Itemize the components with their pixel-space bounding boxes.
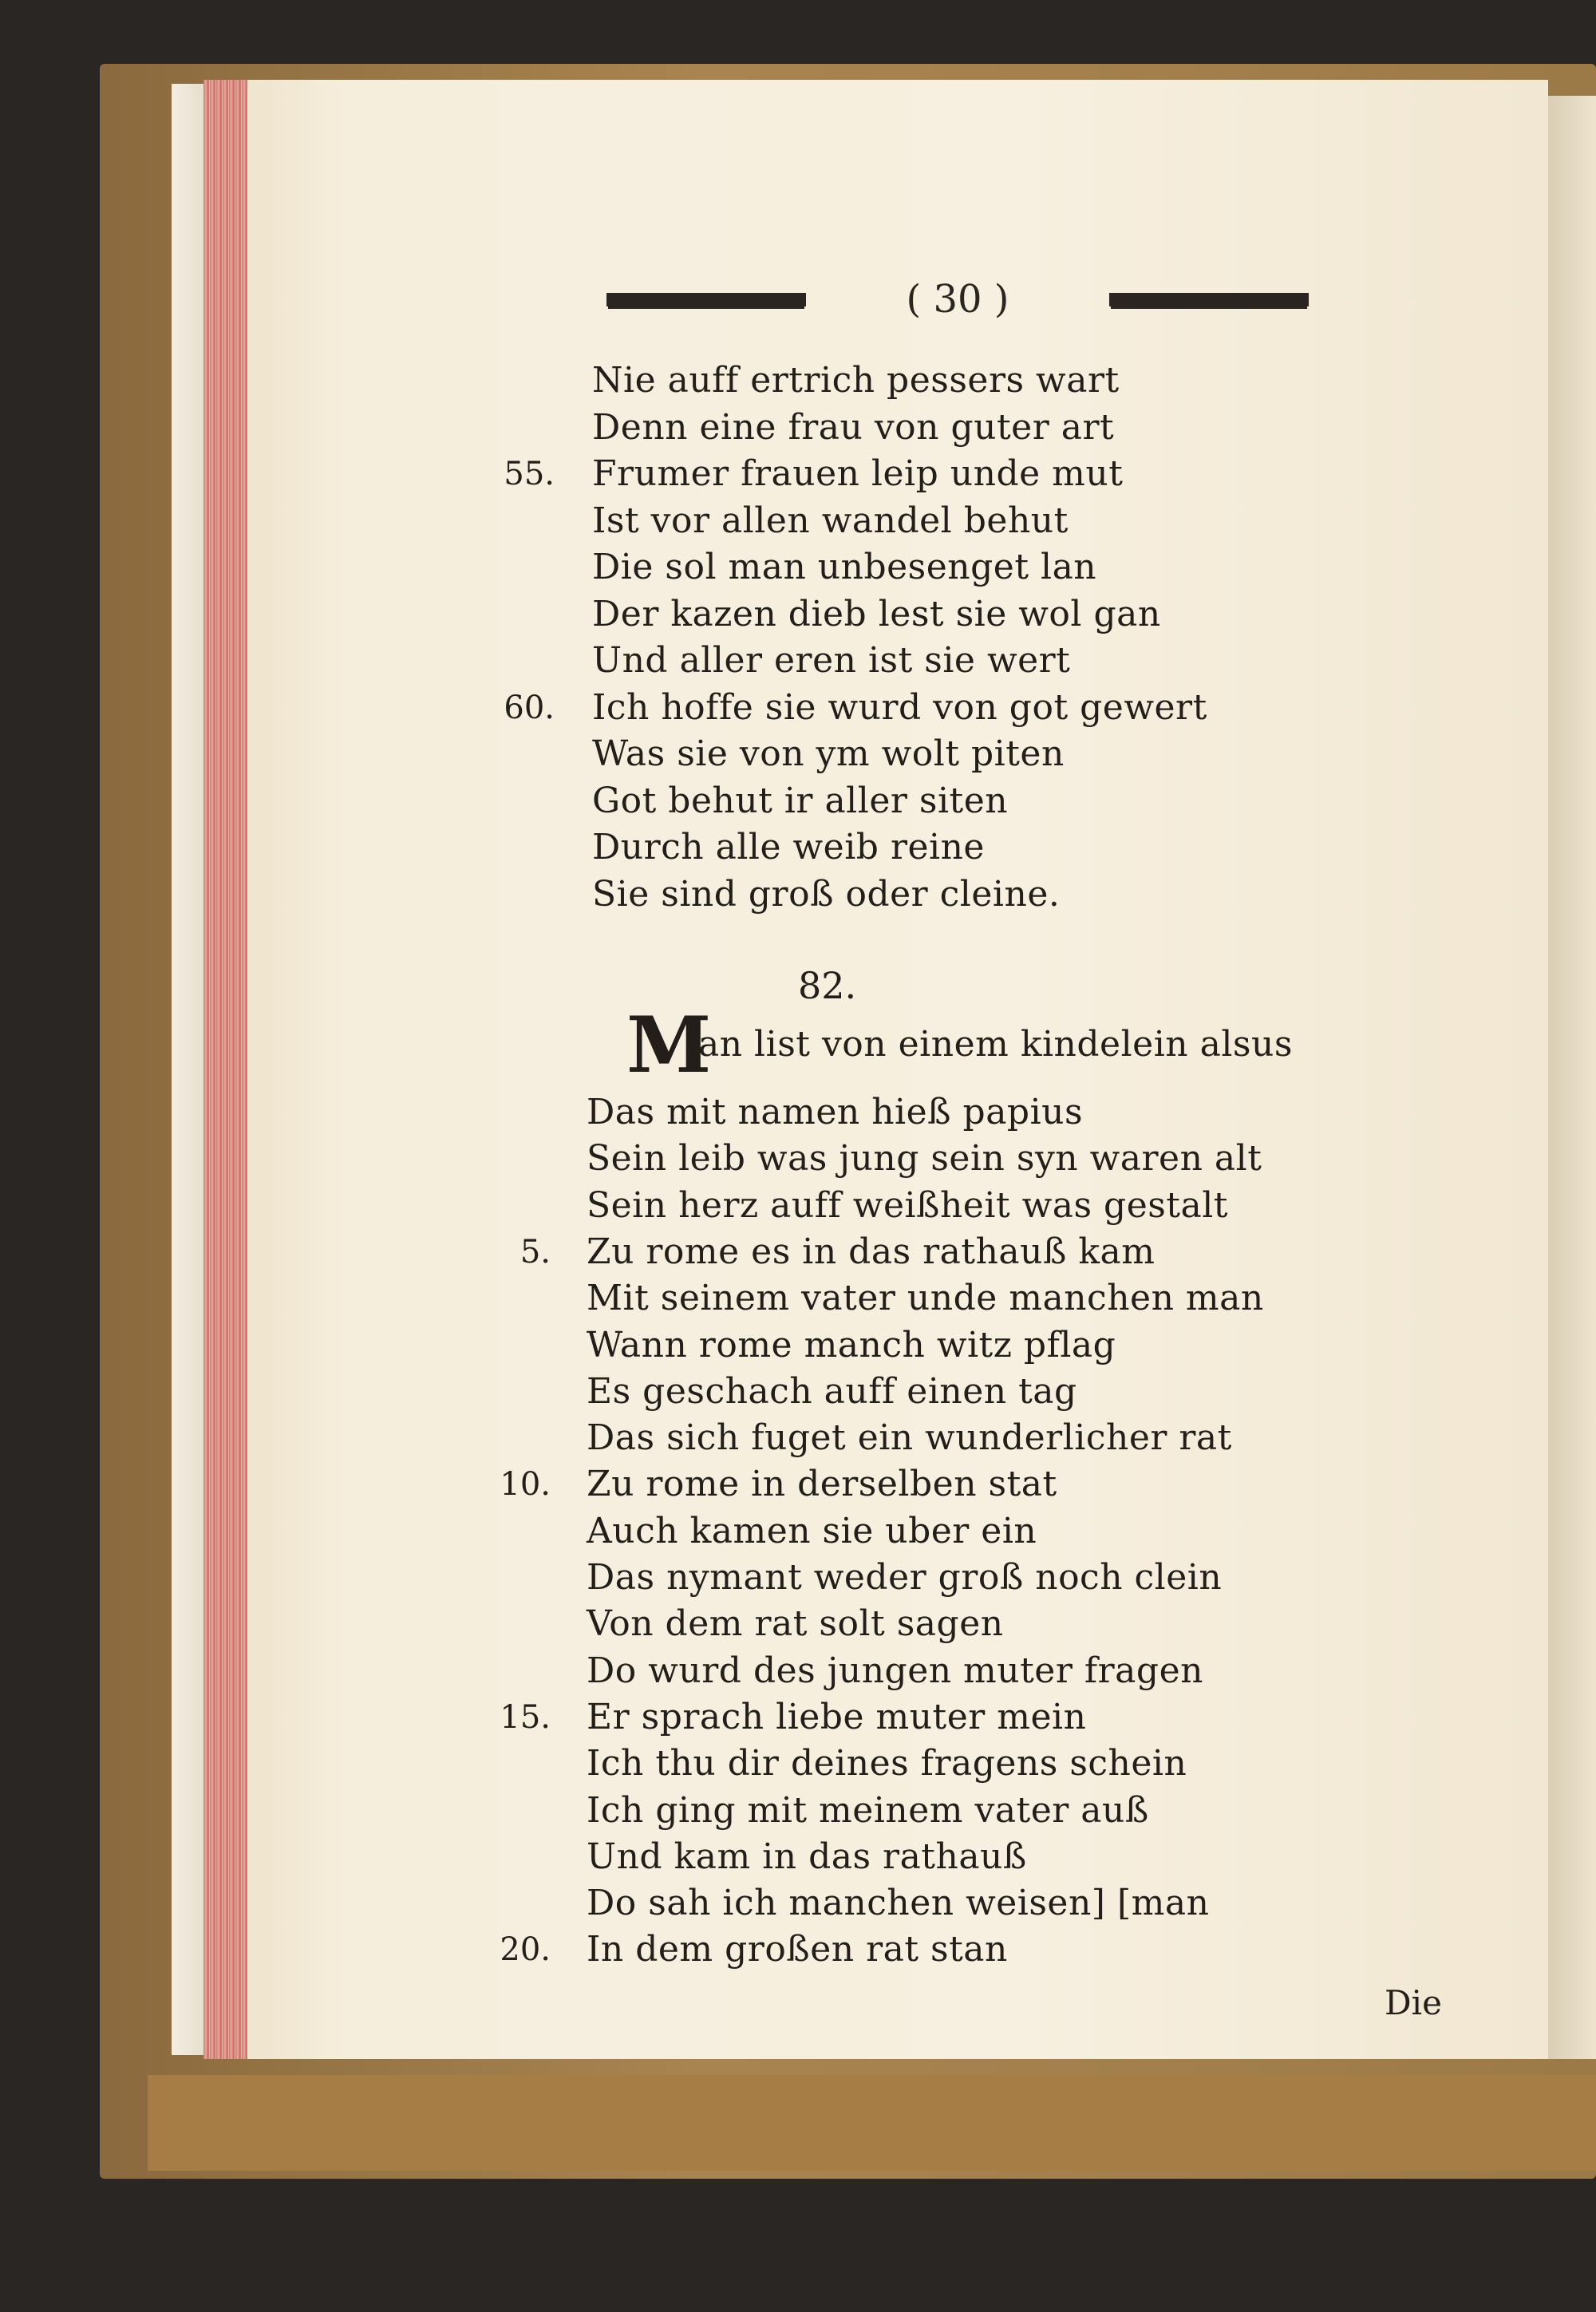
poem-line: Do wurd des jungen muter fragen [587,1650,1203,1691]
poem-line: Denn eine frau von guter art [592,406,1115,448]
section-number: 82. [798,964,857,1007]
poem-line: Wann rome manch witz pflag [587,1324,1116,1365]
page-edges [172,84,203,2055]
poem-line: Die sol man unbesenget lan [592,547,1097,587]
poem-line: Und kam in das rathauß [587,1836,1027,1877]
poem-line: Es geschach auff einen tag [587,1370,1077,1412]
poem-line: Von dem rat solt sagen [587,1603,1004,1645]
poem-line: Das sich fuget ein wunderlicher rat [587,1417,1232,1459]
poem-line: Zu rome es in das rathauß kam [587,1231,1156,1272]
line-number: 60. [504,689,555,726]
line-number: 5. [519,1233,551,1271]
poem-line: Das nymant weder groß noch clein [587,1557,1223,1598]
poem-line: Got behut ir aller siten [592,780,1009,821]
poem-line: an list von einem kindelein alsus [698,1024,1293,1065]
poem-line: Sein herz auff weißheit was gestalt [587,1184,1228,1226]
catchword: Die [1385,1983,1442,2022]
drop-cap: M [626,1000,712,1090]
red-page-edges [203,80,247,2059]
poem-line: Sein leib was jung sein syn waren alt [587,1138,1262,1180]
poem-line: Zu rome in derselben stat [587,1464,1057,1505]
poem-line: Und aller eren ist sie wert [592,640,1071,681]
book-cover-edge [148,2075,1596,2171]
header-rule-left [606,293,806,306]
poem-line: Der kazen dieb lest sie wol gan [592,593,1161,634]
poem-line: Nie auff ertrich pessers wart [592,360,1120,401]
poem-line: Auch kamen sie uber ein [587,1510,1037,1551]
poem-line: Was sie von ym wolt piten [592,733,1065,774]
line-number: 55. [504,456,555,492]
page-number: ( 30 ) [906,277,1009,322]
poem-line: Mit seinem vater unde manchen man [587,1278,1264,1319]
poem-line: Ich thu dir deines fragens schein [587,1743,1187,1784]
poem-line: Ich hoffe sie wurd von got gewert [592,686,1207,728]
line-number: 10. [500,1466,551,1504]
poem-line: Er sprach liebe muter mein [587,1696,1087,1737]
poem-line: Do sah ich manchen weisen] [man [587,1883,1210,1924]
page-header [606,275,1309,323]
line-number: 15. [500,1698,551,1736]
poem-line: In dem großen rat stan [587,1929,1008,1970]
poem-line: Frumer frauen leip unde mut [592,453,1124,494]
facing-page-edge [1544,96,1596,2059]
poem-line: Das mit namen hieß papius [587,1092,1084,1132]
poem-line: Ich ging mit meinem vater auß [587,1789,1149,1831]
poem-line: Sie sind groß oder cleine. [592,873,1061,915]
line-number: 20. [500,1931,551,1969]
poem-line: Durch alle weib reine [592,827,985,867]
poem-line: Ist vor allen wandel behut [592,500,1069,541]
header-rule-right [1109,293,1309,306]
